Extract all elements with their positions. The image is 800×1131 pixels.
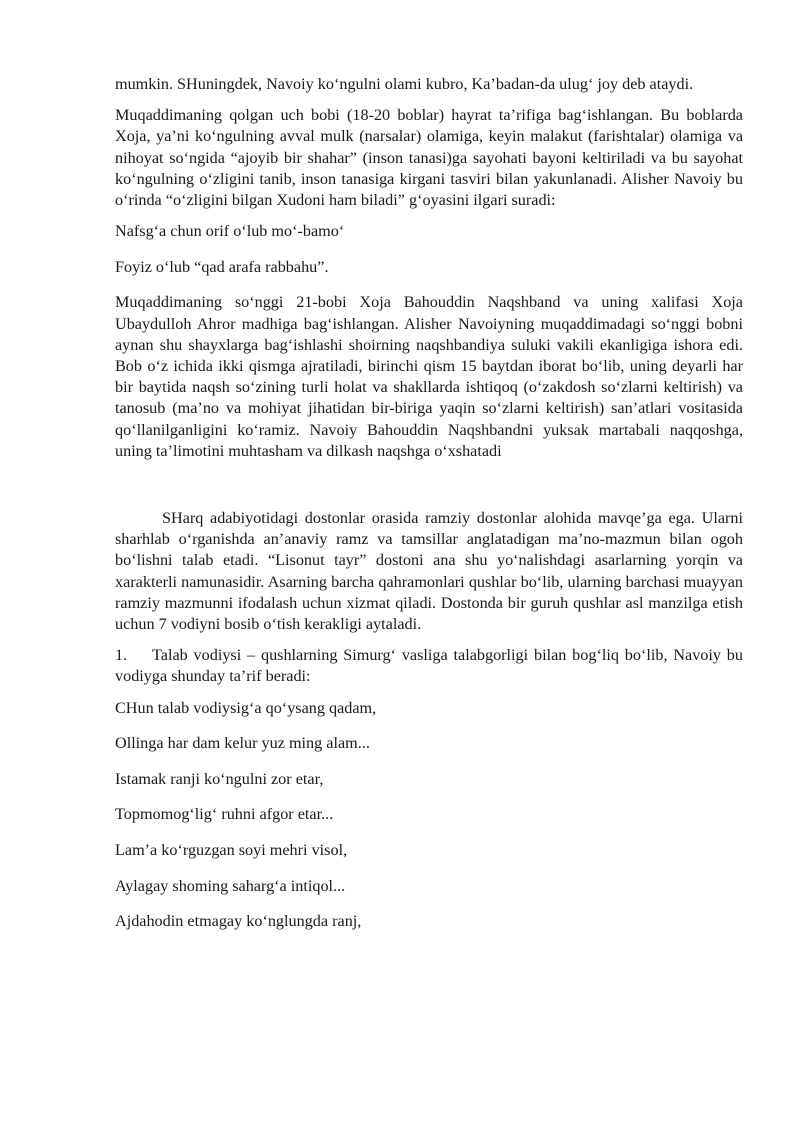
list-item-1 bbox=[115, 645, 743, 687]
verse-line: Ajdahodin etmagay ko‘nglungda ranj, bbox=[115, 912, 362, 931]
verse-line: Lam’a ko‘rguzgan soyi mehri visol, bbox=[115, 841, 348, 860]
paragraph-2: Muqaddimaning qolgan uch bobi (18-20 boblar) hayrat ta’rifiga bag‘ishlangan. Bu boblarda Xoja, ya’ni ko‘ngulning avval mulk (narsalar) olamiga, keyin malakut (farishtalar) olamiga va nihoyat so‘ngida “ajoyib bir shahar” (inson tanasi)ga sayohati bayoni keltiriladi va bu sayohat ko‘ngulning o‘zligini tanib, inson tanasiga kirgani tasviri bilan yakunlanadi. Alisher Navoiy bu o‘rinda “o‘zligini bilgan Xudoni ham biladi” g‘oyasini ilgari suradi: bbox=[115, 106, 743, 210]
paragraph-1: mumkin. SHuningdek, Navoiy ko‘ngulni olami kubro, Ka’badan-da ulug‘ joy deb ataydi. bbox=[115, 75, 694, 93]
verse-line: Nafsg‘a chun orif o‘lub mo‘-bamo‘ bbox=[115, 222, 345, 241]
list-item-text: Talab vodiysi – qushlarning Simurg‘ vasliga talabgorligi bilan bog‘liq bo‘lib, Navoiy bu vodiyga shunday ta’rif beradi: bbox=[115, 646, 743, 686]
document-body bbox=[115, 74, 743, 947]
verse-line: Topmomog‘lig‘ ruhni afgor etar... bbox=[115, 805, 334, 824]
paragraph-3: Muqaddimaning so‘nggi 21-bobi Xoja Bahouddin Naqshband va uning xalifasi Xoja Ubaydulloh Ahror madhiga bag‘ishlangan. Alisher Navoiyning muqaddimadagi so‘nggi bobni aynan shu shayxlarga bag‘ishlashi shoirning naqshbandiya suluki vakili ekanligiga ishora edi. Bob o‘z ichida ikki qismga ajratiladi, birinchi qism 15 baytdan iborat bo‘lib, uning deyarli har bir baytida naqsh so‘zining turli holat va shakllarda ishtiqoq (o‘zakdosh so‘zlarni keltirish) va tanosub (ma’no va mohiyat jihatidan bir-biriga yaqin so‘zlarni keltirish) san’atlari vositasida qo‘llanilganligini ko‘ramiz. Navoiy Bahouddin Naqshbandni yuksak martabali naqqoshga, uning ta’limotini muhtasham va dilkash naqshga o‘xshatadi bbox=[115, 293, 743, 460]
verse-line: Ollinga har dam kelur yuz ming alam... bbox=[115, 734, 370, 753]
list-item-number: 1. bbox=[115, 646, 128, 665]
verse-line: Istamak ranji ko‘ngulni zor etar, bbox=[115, 769, 324, 788]
paragraph-4: SHarq adabiyotidagi dostonlar orasida ramziy dostonlar alohida mavqe’ga ega. Ularni sharhlab o‘rganishda an’anaviy ramz va tamsillar anglatadigan ma’no-mazmun bilan ogoh bo‘lishni talab etadi. “Lisonut tayr” dostoni ana shu yo‘nalishdagi asarlarning yorqin va xarakterli namunasidir. Asarning barcha qahramonlari qushlar bo‘lib, ularning barchasi muayyan ramziy mazmunni ifodalash uchun xizmat qiladi. Dostonda bir guruh qushlar asl manzilga etish uchun 7 vodiyni bosib o‘tish kerakligi aytaladi. bbox=[115, 509, 743, 634]
verse-line: Aylagay shoming saharg‘a intiqol... bbox=[115, 876, 346, 895]
verse-line: CHun talab vodiysig‘a qo‘ysang qadam, bbox=[115, 698, 377, 717]
verse-line: Foyiz o‘lub “qad arafa rabbahu”. bbox=[115, 257, 329, 276]
section-gap bbox=[115, 472, 743, 508]
